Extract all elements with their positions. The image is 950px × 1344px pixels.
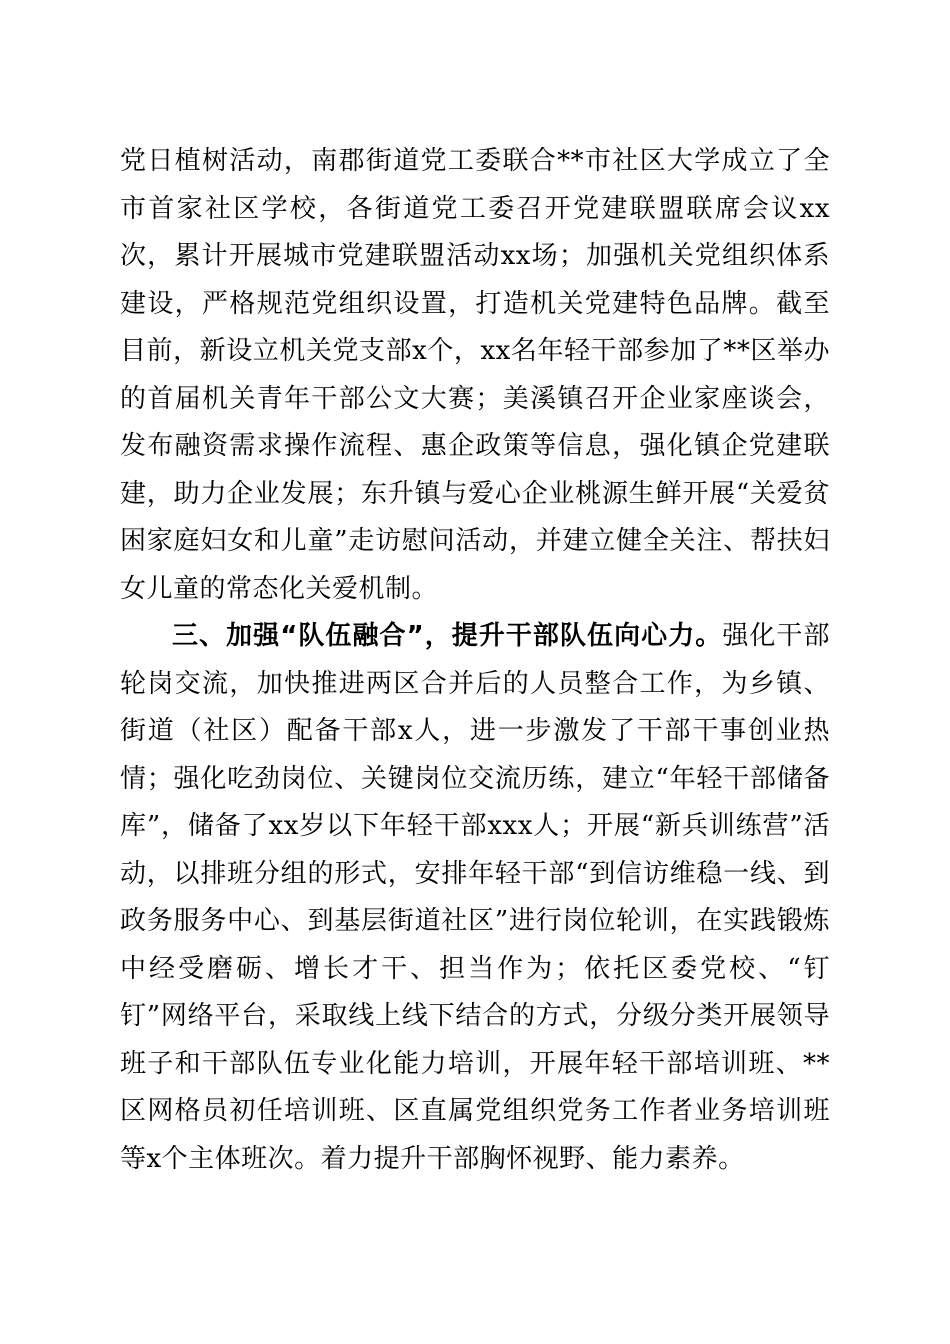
section-three-heading: 三、加强“队伍融合”，提升干部队伍向心力。	[172, 621, 723, 651]
section-three-paragraph	[120, 613, 830, 1183]
paragraph-continued: 党日植树活动，南郡街道党工委联合**市社区大学成立了全市首家社区学校，各街道党工委召开党建联盟联席会议xx次，累计开展城市党建联盟活动xx场；加强机关党组织体系建设，严格规范党组织设置，打造机关党建特色品牌。截至目前，新设立机关党支部x个，xx名年轻干部参加了**区举办的首届机关青年干部公文大赛；美溪镇召开企业家座谈会，发布融资需求操作流程、惠企政策等信息，强化镇企党建联建，助力企业发展；东升镇与爱心企业桃源生鲜开展“关爱贫困家庭妇女和儿童”走访慰问活动，并建立健全关注、帮扶妇女儿童的常态化关爱机制。	[120, 146, 830, 604]
document-body	[120, 138, 830, 1183]
section-three-body: 强化干部轮岗交流，加快推进两区合并后的人员整合工作，为乡镇、街道（社区）配备干部x人，进一步激发了干部干事创业热情；强化吃劲岗位、关键岗位交流历练，建立“年轻干部储备库”，储备了xx岁以下年轻干部xxx人；开展“新兵训练营”活动，以排班分组的形式，安排年轻干部“到信访维稳一线、到政务服务中心、到基层街道社区”进行岗位轮训，在实践锻炼中经受磨砺、增长才干、担当作为；依托区委党校、“钉钉”网络平台，采取线上线下结合的方式，分级分类开展领导班子和干部队伍专业化能力培训，开展年轻干部培训班、**区网格员初任培训班、区直属党组织党务工作者业务培训班等x个主体班次。着力提升干部胸怀视野、能力素养。	[120, 621, 830, 1174]
